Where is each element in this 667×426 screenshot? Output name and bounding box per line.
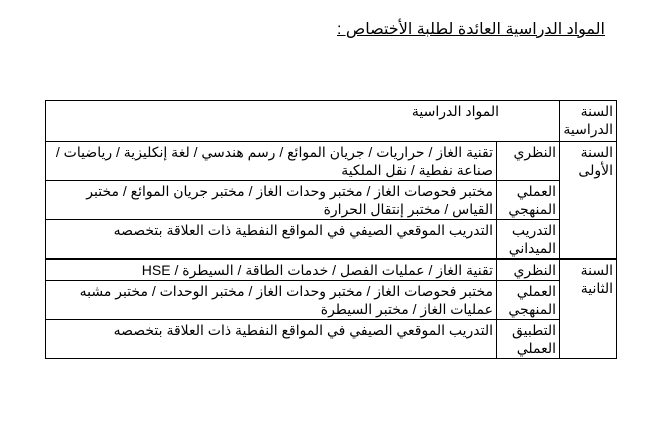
type-cell: النظري <box>497 259 560 281</box>
table-row <box>46 220 617 260</box>
page-title: المواد الدراسية العائدة لطلبة الأختصاص : <box>336 21 605 38</box>
header-subjects: المواد الدراسية <box>46 101 560 142</box>
subjects-cell: التدريب الموقعي الصيفي في المواقع النفطية ذات العلاقة بتخصصه <box>46 320 497 359</box>
year-cell-first: السنة الأولى <box>560 142 617 260</box>
table-row <box>46 142 617 181</box>
table-row <box>46 320 617 359</box>
header-year: السنة الدراسية <box>560 101 617 142</box>
table-row <box>46 259 617 281</box>
subjects-cell: مختبر فحوصات الغاز / مختبر وحدات الغاز / مختبر جريان الموائع / مختبر القياس / مختبر إنتقال الحرارة <box>46 181 497 220</box>
subjects-cell: تقنية الغاز / حراريات / جريان الموائع / رسم هندسي / لغة إنكليزية / رياضيات / صناعة نفطية / نقل الملكية <box>46 142 497 181</box>
subjects-cell <box>46 259 497 281</box>
type-cell: النظري <box>497 142 560 181</box>
type-cell: التطبيق العملي <box>497 320 560 359</box>
table-row <box>46 281 617 320</box>
type-cell: التدريب الميداني <box>497 220 560 260</box>
subjects-cell: مختبر فحوصات الغاز / مختبر وحدات الغاز / مختبر الوحدات / مختبر مشبه عمليات الغاز / مختبر السيطرة <box>46 281 497 320</box>
type-cell: العملي المنهجي <box>497 181 560 220</box>
type-cell: العملي المنهجي <box>497 281 560 320</box>
subjects-cell: التدريب الموقعي الصيفي في المواقع النفطية ذات العلاقة بتخصصه <box>46 220 497 260</box>
year-cell-second: السنة الثانية <box>560 259 617 359</box>
subjects-text: تقنية الغاز / عمليات الفصل / خدمات الطاقة / السيطرة / <box>174 262 493 278</box>
subjects-hse-text: HSE <box>141 262 171 278</box>
table-header-row <box>46 101 617 142</box>
table-row <box>46 181 617 220</box>
study-subjects-table <box>45 100 617 359</box>
